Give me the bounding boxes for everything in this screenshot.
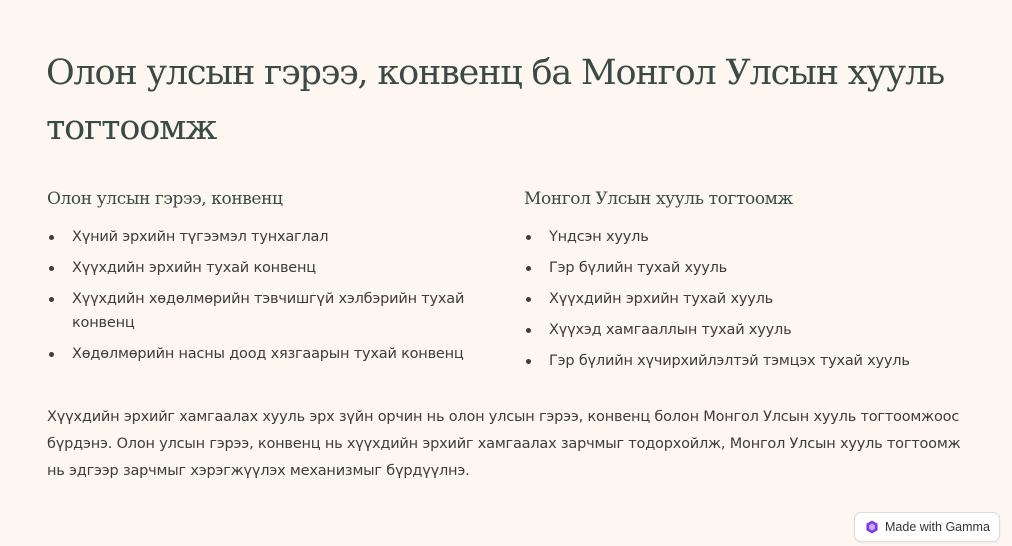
- international-treaties-list: [47, 225, 477, 366]
- bullet-icon: [526, 328, 531, 333]
- bullet-icon: [526, 359, 531, 364]
- list-item-text: Хүний эрхийн түгээмэл тунхаглал: [72, 229, 329, 245]
- list-item: [524, 256, 954, 280]
- badge-label: Made with Gamma: [885, 520, 990, 534]
- international-treaties-heading: Олон улсын гэрээ, конвенц: [47, 189, 283, 209]
- bullet-icon: [526, 297, 531, 302]
- international-treaties-column: [47, 187, 477, 373]
- summary-paragraph: Хүүхдийн эрхийг хамгаалах хууль эрх зүйн орчин нь олон улсын гэрээ, конвенц болон Монгол Улсын хууль тогтоомжоос бүрдэнэ. Олон улсын гэрээ, конвенц нь хүүхдийн эрхийг хамгаалах зарчмыг тодорхойлж, Монгол Улсын хууль тогтоомж нь эдгээр зарчмыг хэрэгжүүлэх механизмыг бүрдүүлнэ.: [47, 409, 961, 479]
- list-item: [524, 349, 954, 373]
- mongolian-laws-column: [524, 187, 954, 380]
- bullet-icon: [49, 352, 54, 357]
- bullet-icon: [526, 235, 531, 240]
- mongolian-laws-heading: Монгол Улсын хууль тогтоомж: [524, 189, 793, 209]
- list-item-text: Хүүхдийн хөдөлмөрийн тэвчишгүй хэлбэрийн тухай конвенц: [72, 291, 465, 331]
- list-item: [524, 287, 954, 311]
- page-title: Олон улсын гэрээ, конвенц ба Монгол Улсын хууль тогтоомж: [46, 53, 944, 148]
- list-item-text: Хөдөлмөрийн насны доод хязгаарын тухай конвенц: [72, 346, 464, 362]
- list-item: [47, 225, 477, 249]
- list-item-text: Үндсэн хууль: [549, 229, 649, 245]
- gamma-logo-icon: [865, 520, 879, 534]
- bullet-icon: [49, 235, 54, 240]
- list-item-text: Хүүхдийн эрхийн тухай конвенц: [72, 260, 316, 276]
- mongolian-laws-list: [524, 225, 954, 373]
- made-with-gamma-badge[interactable]: [854, 512, 1000, 542]
- list-item: [524, 225, 954, 249]
- list-item-text: Хүүхэд хамгааллын тухай хууль: [549, 322, 792, 338]
- list-item: [47, 342, 477, 366]
- list-item-text: Хүүхдийн эрхийн тухай хууль: [549, 291, 774, 307]
- list-item-text: Гэр бүлийн тухай хууль: [549, 260, 728, 276]
- bullet-icon: [49, 266, 54, 271]
- list-item: [524, 318, 954, 342]
- list-item-text: Гэр бүлийн хүчирхийлэлтэй тэмцэх тухай хууль: [549, 353, 910, 369]
- bullet-icon: [526, 266, 531, 271]
- list-item: [47, 287, 477, 335]
- bullet-icon: [49, 297, 54, 302]
- list-item: [47, 256, 477, 280]
